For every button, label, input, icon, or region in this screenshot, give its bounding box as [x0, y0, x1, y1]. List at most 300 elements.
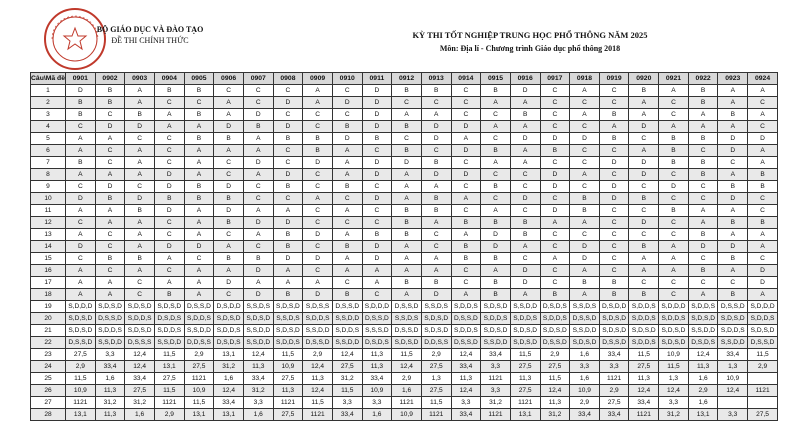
answer-cell: D — [243, 109, 273, 121]
answer-cell: 1121 — [629, 409, 659, 421]
answer-cell: D — [362, 193, 392, 205]
table-row — [31, 289, 778, 301]
answer-cell: A — [66, 265, 96, 277]
answer-cell: D — [362, 253, 392, 265]
answer-cell: B — [214, 217, 244, 229]
answer-cell: 11,5 — [421, 397, 451, 409]
answer-cell: S,D,D,S — [332, 325, 362, 337]
answer-cell: B — [481, 253, 511, 265]
answer-cell: S,D,S,D — [95, 301, 125, 313]
answer-cell: C — [362, 145, 392, 157]
table-row — [31, 217, 778, 229]
answer-cell: B — [718, 109, 748, 121]
answer-cell: A — [688, 289, 718, 301]
answer-cell: B — [332, 181, 362, 193]
exam-code-header: 0919 — [599, 73, 629, 85]
exam-code-header: 0918 — [570, 73, 600, 85]
answer-cell: C — [362, 181, 392, 193]
exam-code-header: 0904 — [154, 73, 184, 85]
answer-cell: A — [184, 265, 214, 277]
answer-cell: A — [184, 289, 214, 301]
answer-cell — [718, 397, 748, 409]
answer-cell: C — [510, 253, 540, 265]
answer-cell: C — [599, 169, 629, 181]
answer-cell: A — [748, 289, 778, 301]
answer-cell: 27,5 — [599, 397, 629, 409]
answer-cell: C — [599, 205, 629, 217]
answer-cell: A — [421, 265, 451, 277]
answer-cell: 2,9 — [570, 397, 600, 409]
answer-cell: A — [66, 289, 96, 301]
answer-cell: C — [332, 277, 362, 289]
question-number-cell: 12 — [31, 217, 66, 229]
answer-cell: D,S,S,D — [570, 313, 600, 325]
answer-cell: A — [718, 169, 748, 181]
answer-cell: D — [273, 97, 303, 109]
answer-cell: 12,4 — [659, 385, 689, 397]
answer-cell: 11,3 — [688, 361, 718, 373]
answer-cell: C — [451, 97, 481, 109]
question-number-cell: 17 — [31, 277, 66, 289]
answer-cell: C — [540, 121, 570, 133]
exam-code-header: 0907 — [243, 73, 273, 85]
answer-cell: A — [570, 85, 600, 97]
answer-cell: 31,2 — [214, 361, 244, 373]
table-row — [31, 157, 778, 169]
answer-cell: 11,5 — [748, 349, 778, 361]
answer-cell: A — [243, 133, 273, 145]
answer-cell: B — [362, 229, 392, 241]
answer-cell: D,S,S,D — [718, 301, 748, 313]
answer-cell: A — [570, 217, 600, 229]
answer-cell: A — [125, 169, 155, 181]
answer-cell: A — [154, 121, 184, 133]
answer-cell: S,S,D,S — [392, 313, 422, 325]
question-number-cell: 11 — [31, 205, 66, 217]
answer-cell: 33,4 — [570, 409, 600, 421]
answer-cell: D — [214, 121, 244, 133]
answer-cell: B — [362, 133, 392, 145]
answer-cell: D — [421, 169, 451, 181]
answer-cell: 3,3 — [570, 361, 600, 373]
answer-cell: 11,5 — [66, 373, 96, 385]
answer-cell: S,S,D,D — [154, 337, 184, 349]
answer-cell: 27,5 — [184, 361, 214, 373]
question-number-cell: 6 — [31, 145, 66, 157]
answer-cell: A — [273, 205, 303, 217]
answer-cell: A — [748, 157, 778, 169]
answer-cell: 13,1 — [510, 409, 540, 421]
answer-cell: B — [540, 289, 570, 301]
answer-cell: 12,4 — [688, 349, 718, 361]
answer-cell: 11,5 — [154, 349, 184, 361]
answer-cell: 3,3 — [332, 397, 362, 409]
answer-cell: 3,3 — [659, 397, 689, 409]
answer-cell: C — [332, 193, 362, 205]
answer-cell: A — [66, 169, 96, 181]
answer-cell: S,D,D,S — [629, 337, 659, 349]
answer-cell: 2,9 — [66, 361, 96, 373]
answer-cell: S,D,S,S — [303, 301, 333, 313]
question-number-cell: 9 — [31, 181, 66, 193]
answer-cell: D — [303, 229, 333, 241]
answer-cell: D — [629, 169, 659, 181]
answer-cell: B — [184, 85, 214, 97]
answer-cell: A — [243, 277, 273, 289]
answer-cell: A — [629, 109, 659, 121]
answer-cell: S,S,D,D — [481, 337, 511, 349]
question-number-cell: 10 — [31, 193, 66, 205]
answer-cell: A — [184, 217, 214, 229]
answer-cell: B — [273, 133, 303, 145]
table-row — [31, 205, 778, 217]
answer-cell: 33,4 — [451, 361, 481, 373]
answer-cell: 3,3 — [481, 385, 511, 397]
answer-cell: 11,3 — [273, 385, 303, 397]
question-number-cell: 1 — [31, 85, 66, 97]
answer-cell: 10,9 — [659, 349, 689, 361]
answer-cell: B — [332, 121, 362, 133]
answer-cell: A — [214, 241, 244, 253]
answer-cell: C — [718, 157, 748, 169]
answer-cell: C — [303, 109, 333, 121]
answer-cell: C — [748, 121, 778, 133]
table-row — [31, 313, 778, 325]
answer-cell: C — [243, 97, 273, 109]
answer-cell: C — [540, 277, 570, 289]
answer-cell: B — [392, 277, 422, 289]
answer-cell: D — [273, 217, 303, 229]
answer-cell: 2,9 — [154, 409, 184, 421]
answer-cell: D — [214, 277, 244, 289]
table-row — [31, 277, 778, 289]
answer-cell: D,S,D,S — [362, 337, 392, 349]
answer-cell: B — [659, 157, 689, 169]
answer-cell: A — [688, 121, 718, 133]
answer-cell: 1,6 — [570, 373, 600, 385]
answer-cell: B — [184, 181, 214, 193]
answer-cell: A — [392, 169, 422, 181]
answer-cell: C — [214, 169, 244, 181]
answer-cell: D,S,D,S — [214, 337, 244, 349]
answer-cell: D,S,S,D — [392, 325, 422, 337]
answer-cell: S,D,D,S — [481, 313, 511, 325]
answer-cell: 11,5 — [184, 397, 214, 409]
answer-cell: S,D,S,D — [599, 325, 629, 337]
answer-cell: A — [95, 217, 125, 229]
answer-key-table — [30, 72, 778, 421]
answer-cell: 11,5 — [332, 385, 362, 397]
answer-cell: S,D,S,D — [392, 337, 422, 349]
answer-cell: B — [95, 193, 125, 205]
answer-cell: A — [66, 277, 96, 289]
answer-cell: 1121 — [481, 409, 511, 421]
answer-cell: C — [332, 85, 362, 97]
answer-cell: A — [659, 253, 689, 265]
answer-cell: S,D,D,S — [303, 313, 333, 325]
answer-cell: D — [214, 181, 244, 193]
answer-cell: D,S,S,D — [451, 313, 481, 325]
answer-cell: D — [599, 193, 629, 205]
answer-cell: D,S,S,D — [332, 301, 362, 313]
answer-cell: D — [451, 121, 481, 133]
answer-cell: D,S,S,D — [748, 337, 778, 349]
answer-cell: B — [510, 109, 540, 121]
answer-cell: S,D,D,S — [451, 301, 481, 313]
answer-cell: A — [243, 169, 273, 181]
answer-cell: C — [748, 253, 778, 265]
answer-cell: A — [184, 145, 214, 157]
answer-cell: S,D,S,D — [481, 325, 511, 337]
answer-cell: A — [125, 97, 155, 109]
answer-cell: C — [154, 133, 184, 145]
answer-cell: 10,9 — [718, 373, 748, 385]
answer-cell: C — [421, 241, 451, 253]
answer-cell: D — [214, 205, 244, 217]
answer-cell: S,D,S,D — [510, 325, 540, 337]
question-number-cell: 2 — [31, 97, 66, 109]
official-exam-label: ĐỀ THI CHÍNH THỨC — [111, 36, 189, 45]
answer-cell: C — [66, 181, 96, 193]
table-row — [31, 409, 778, 421]
question-number-cell: 21 — [31, 325, 66, 337]
answer-cell: D,S,D,S — [540, 301, 570, 313]
exam-info — [360, 28, 700, 56]
answer-cell: C — [66, 121, 96, 133]
answer-cell: D — [154, 181, 184, 193]
answer-cell: B — [570, 193, 600, 205]
answer-cell: 12,4 — [303, 385, 333, 397]
answer-cell: A — [154, 277, 184, 289]
answer-cell: D — [154, 169, 184, 181]
answer-cell: 33,4 — [599, 409, 629, 421]
answer-cell: A — [332, 169, 362, 181]
answer-cell: B — [421, 157, 451, 169]
table-row — [31, 169, 778, 181]
answer-cell: C — [451, 181, 481, 193]
answer-cell: D — [303, 157, 333, 169]
answer-cell: A — [125, 145, 155, 157]
answer-cell: C — [688, 253, 718, 265]
answer-cell: S,D,S,D — [510, 337, 540, 349]
answer-cell: S,S,D,S — [243, 301, 273, 313]
answer-cell: A — [718, 205, 748, 217]
answer-cell: S,S,D,S — [273, 313, 303, 325]
answer-cell: D,S,D,D — [599, 301, 629, 313]
exam-code-header: 0902 — [95, 73, 125, 85]
answer-cell: D — [540, 133, 570, 145]
answer-cell: B — [273, 181, 303, 193]
answer-cell: 1,6 — [362, 409, 392, 421]
answer-cell: 2,9 — [599, 385, 629, 397]
answer-cell: D,S,S,D — [540, 337, 570, 349]
answer-cell: D — [362, 85, 392, 97]
question-number-cell: 27 — [31, 397, 66, 409]
answer-cell: 12,4 — [451, 349, 481, 361]
answer-cell: C — [125, 277, 155, 289]
answer-cell: C — [451, 277, 481, 289]
answer-cell: 1,6 — [392, 385, 422, 397]
answer-cell: C — [95, 157, 125, 169]
question-number-cell: 20 — [31, 313, 66, 325]
answer-cell: A — [570, 169, 600, 181]
answer-cell: 27,5 — [421, 361, 451, 373]
answer-cell: A — [748, 145, 778, 157]
answer-cell: S,D,S,D — [66, 325, 96, 337]
question-number-cell: 7 — [31, 157, 66, 169]
answer-cell: 27,5 — [510, 361, 540, 373]
answer-cell: C — [540, 229, 570, 241]
answer-cell: C — [95, 109, 125, 121]
answer-cell: 33,4 — [332, 409, 362, 421]
answer-cell: 27,5 — [510, 385, 540, 397]
answer-cell: 33,4 — [243, 373, 273, 385]
answer-cell: S,S,D,D — [95, 337, 125, 349]
answer-cell: B — [66, 109, 96, 121]
answer-cell: S,D,S,D — [629, 325, 659, 337]
answer-cell: C — [421, 145, 451, 157]
answer-cell: B — [184, 133, 214, 145]
answer-cell: 1121 — [392, 397, 422, 409]
answer-cell: D — [392, 157, 422, 169]
answer-cell: 3,3 — [451, 397, 481, 409]
answer-cell: 1121 — [510, 397, 540, 409]
answer-cell: A — [154, 253, 184, 265]
answer-cell: S,D,S,D — [599, 313, 629, 325]
answer-cell: B — [184, 193, 214, 205]
answer-cell: 31,2 — [95, 397, 125, 409]
answer-cell: 13,1 — [214, 349, 244, 361]
answer-cell: A — [392, 181, 422, 193]
answer-cell: 27,5 — [421, 385, 451, 397]
answer-cell: B — [451, 241, 481, 253]
answer-cell: D,S,S,S — [125, 337, 155, 349]
question-number-cell: 26 — [31, 385, 66, 397]
answer-cell: 11,3 — [243, 361, 273, 373]
answer-cell: 1121 — [481, 373, 511, 385]
answer-cell: 1,6 — [214, 373, 244, 385]
answer-cell: D,S,D,D — [214, 301, 244, 313]
answer-cell: 12,4 — [125, 349, 155, 361]
document-header — [0, 0, 800, 70]
answer-cell: 11,5 — [629, 349, 659, 361]
answer-cell: C — [570, 121, 600, 133]
answer-cell: A — [214, 109, 244, 121]
answer-cell: A — [125, 265, 155, 277]
table-row — [31, 325, 778, 337]
answer-cell: 10,9 — [392, 409, 422, 421]
answer-cell: C — [95, 265, 125, 277]
exam-code-header: 0909 — [303, 73, 333, 85]
answer-cell: B — [718, 217, 748, 229]
answer-cell: C — [332, 109, 362, 121]
answer-cell: B — [154, 193, 184, 205]
answer-cell: B — [421, 85, 451, 97]
answer-cell: A — [421, 109, 451, 121]
answer-cell: 13,1 — [66, 409, 96, 421]
answer-cell: A — [303, 193, 333, 205]
answer-cell: D — [659, 181, 689, 193]
answer-cell: C — [659, 277, 689, 289]
answer-cell: D — [303, 253, 333, 265]
answer-cell: 11,5 — [659, 361, 689, 373]
answer-cell: 11,3 — [303, 373, 333, 385]
answer-cell: C — [273, 193, 303, 205]
answer-cell: B — [392, 85, 422, 97]
answer-cell: A — [451, 289, 481, 301]
answer-cell: D — [510, 277, 540, 289]
table-row — [31, 337, 778, 349]
answer-cell: C — [273, 109, 303, 121]
answer-cell: 11,3 — [362, 361, 392, 373]
answer-cell: B — [125, 109, 155, 121]
answer-cell: S,D,S,D — [570, 337, 600, 349]
answer-cell: B — [540, 145, 570, 157]
answer-cell: D,S,S,D — [184, 301, 214, 313]
answer-cell: S,D,D,S — [125, 313, 155, 325]
table-row — [31, 97, 778, 109]
answer-cell: 27,5 — [629, 361, 659, 373]
answer-cell: B — [748, 169, 778, 181]
answer-cell: A — [303, 97, 333, 109]
answer-cell: C — [629, 133, 659, 145]
answer-cell: A — [540, 253, 570, 265]
exam-title: KỲ THI TỐT NGHIỆP TRUNG HỌC PHỔ THÔNG NĂM 2025 — [412, 30, 648, 40]
answer-cell: 3,3 — [599, 361, 629, 373]
answer-cell: C — [599, 253, 629, 265]
answer-cell: 1121 — [66, 397, 96, 409]
answer-cell: 27,5 — [154, 373, 184, 385]
answer-cell: S,D,S,D — [66, 313, 96, 325]
table-row — [31, 361, 778, 373]
answer-cell: B — [481, 85, 511, 97]
answer-cell: S,D,S,D — [243, 313, 273, 325]
answer-cell: C — [629, 205, 659, 217]
answer-cell: C — [629, 181, 659, 193]
answer-cell: D — [362, 121, 392, 133]
answer-cell: C — [688, 181, 718, 193]
answer-cell: 12,4 — [718, 385, 748, 397]
answer-cell: C — [540, 157, 570, 169]
exam-code-header: 0922 — [688, 73, 718, 85]
answer-cell: B — [392, 229, 422, 241]
answer-cell: C — [688, 193, 718, 205]
answer-cell: B — [659, 205, 689, 217]
answer-cell: D — [510, 265, 540, 277]
answer-cell: C — [688, 145, 718, 157]
answer-cell: A — [362, 265, 392, 277]
answer-cell: C — [599, 217, 629, 229]
answer-cell: A — [214, 97, 244, 109]
answer-cell: A — [510, 289, 540, 301]
exam-code-header: 0917 — [540, 73, 570, 85]
answer-cell: S,S,D,D — [243, 337, 273, 349]
answer-cell: A — [303, 85, 333, 97]
exam-code-header: 0903 — [125, 73, 155, 85]
answer-cell: 1121 — [421, 409, 451, 421]
answer-cell: S,D,D,D — [362, 301, 392, 313]
answer-cell: 33,4 — [451, 409, 481, 421]
answer-cell: B — [599, 109, 629, 121]
answer-cell: S,D,S,D — [718, 313, 748, 325]
answer-cell: S,D,S,D — [481, 301, 511, 313]
answer-cell: B — [688, 229, 718, 241]
answer-cell: C — [362, 205, 392, 217]
answer-cell: A — [95, 277, 125, 289]
answer-cell: S,D,D,S — [273, 337, 303, 349]
answer-cell: A — [570, 265, 600, 277]
answer-cell: D — [540, 169, 570, 181]
